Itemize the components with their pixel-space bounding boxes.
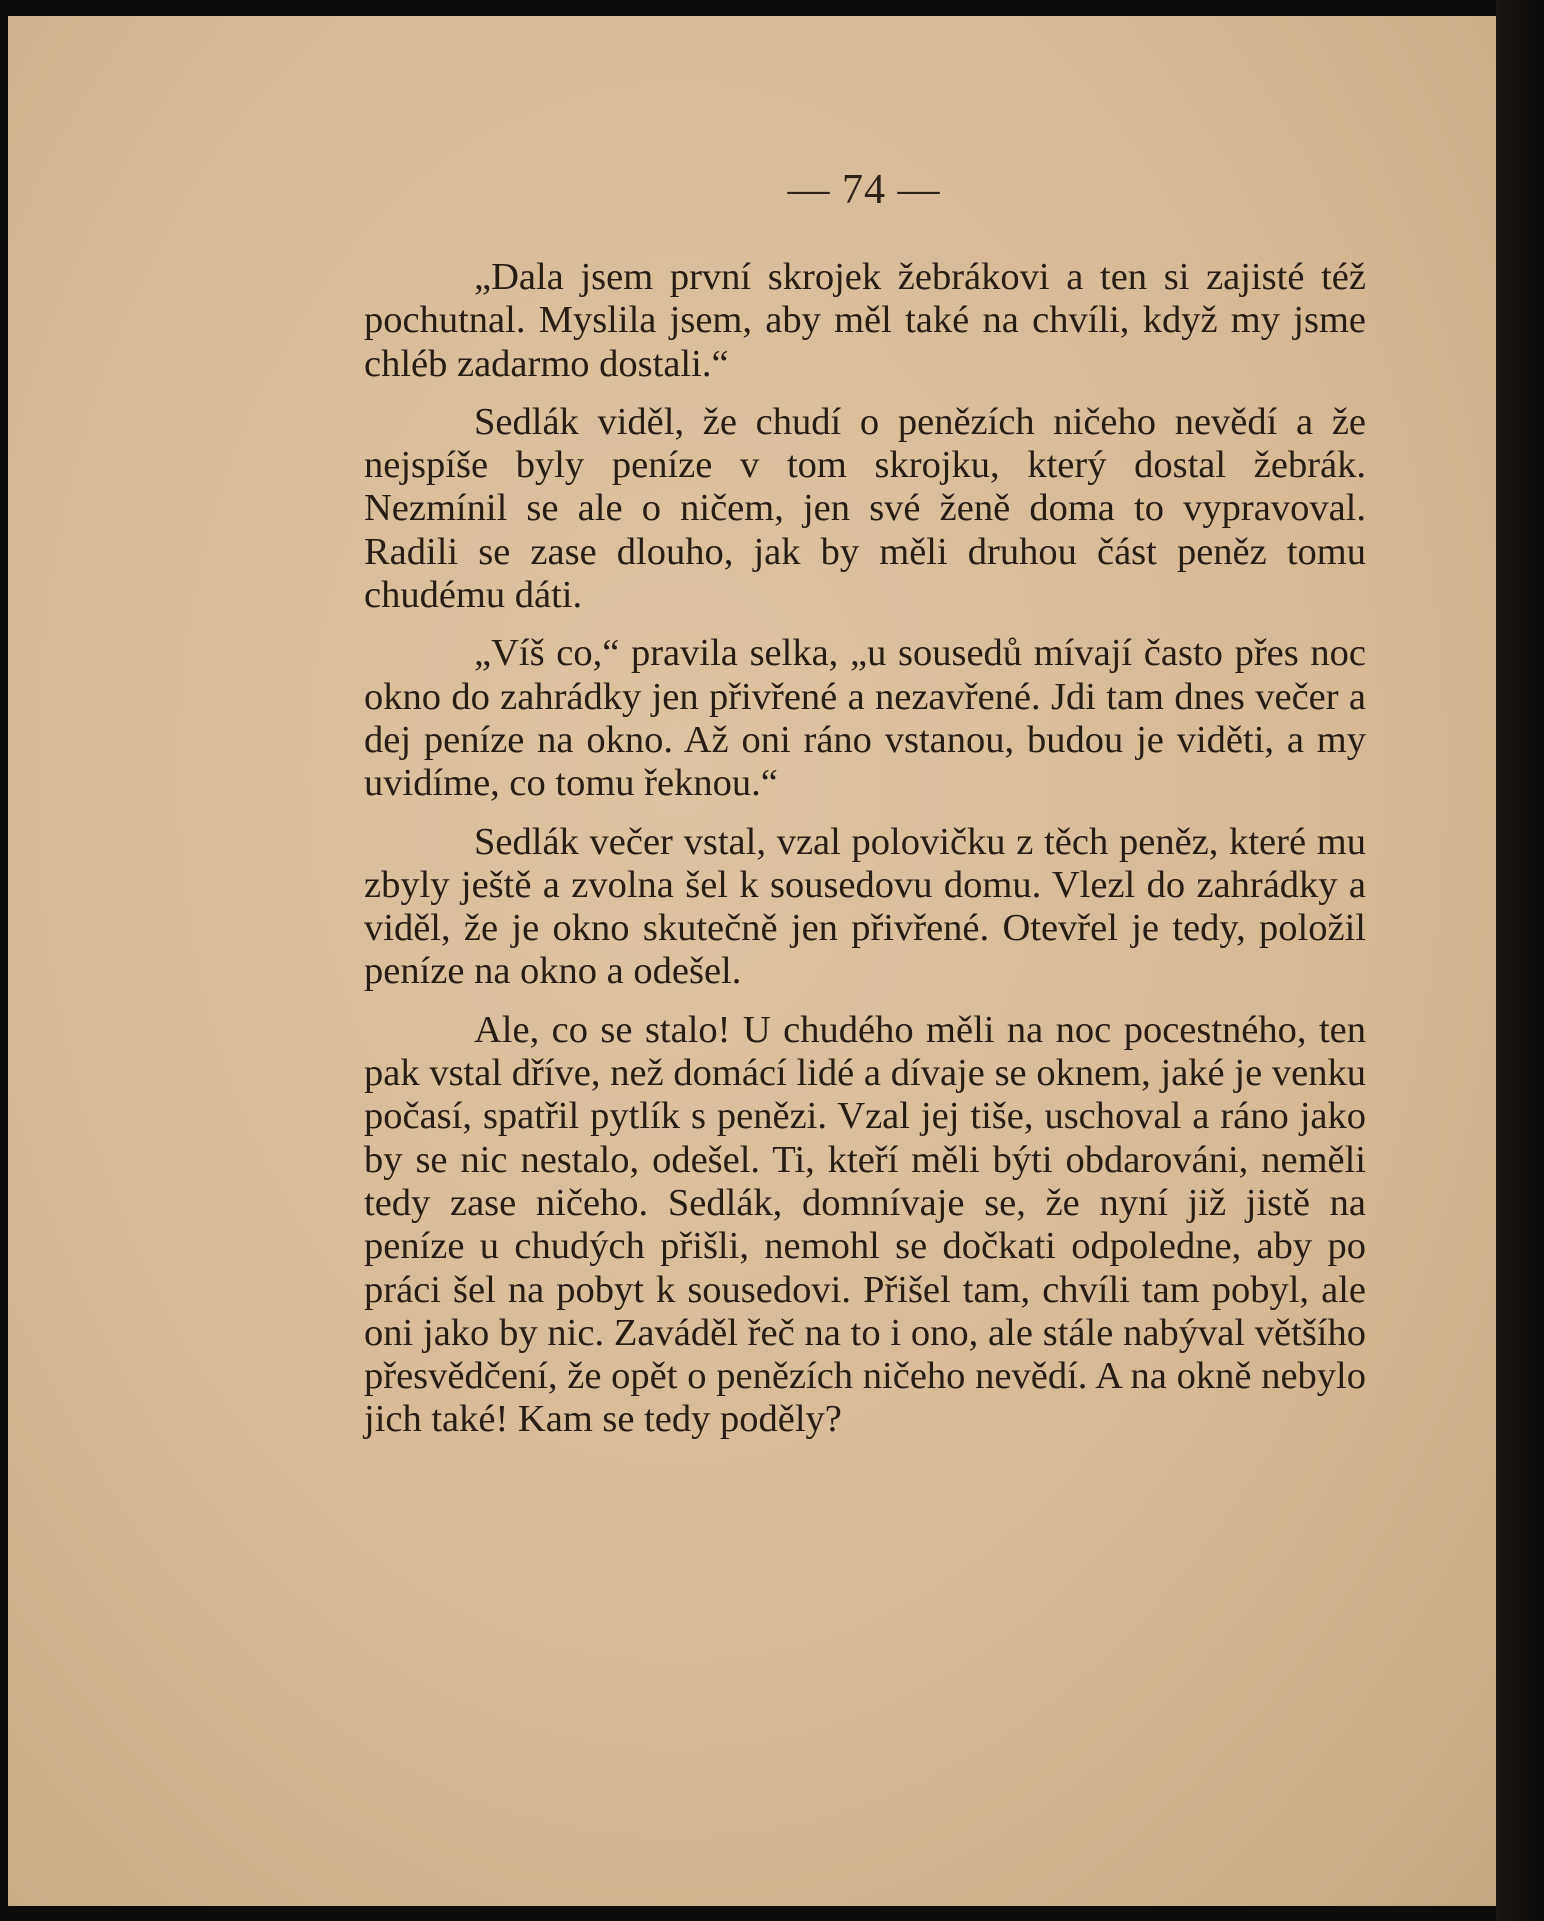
page-edge-shadow [1496, 0, 1544, 1921]
paragraph-5: Ale, co se stalo! U chudého měli na noc pocestného, ten pak vstal dříve, než domácí lidé a dívaje se oknem, jaké je venku počasí, spatřil pytlík s penězi. Vzal jej tiše, uschoval a ráno jako by se nic nestalo, odešel. Ti, kteří měli býti obdarováni, neměli tedy zase ničeho. Sedlák, domnívaje se, že nyní již jistě na peníze u chudých přišli, nemohl se dočkati odpoledne, aby po práci šel na pobyt k sousedovi. Přišel tam, chvíli tam pobyl, ale oni jako by nic. Zaváděl řeč na to i ono, ale stále nabýval většího přesvědčení, že opět o penězích ničeho nevědí. A na okně nebylo jich také! Kam se tedy poděly? [364, 1008, 1366, 1441]
paragraph-3: „Víš co,“ pravila selka, „u sousedů mívají často přes noc okno do zahrádky jen přivřené a nezavřené. Jdi tam dnes večer a dej peníze na okno. Až oni ráno vstanou, budou je viděti, a my uvidíme, co tomu řeknou.“ [364, 632, 1366, 805]
paragraph-1: „Dala jsem první skrojek žebrákovi a ten si zajisté též pochutnal. Myslila jsem, aby měl také na chvíli, když my jsme chléb zadarmo dostali.“ [364, 256, 1366, 385]
body-text [364, 256, 1366, 1457]
paragraph-2: Sedlák viděl, že chudí o penězích ničeho nevědí a že nejspíše byly peníze v tom skrojku, který dostal žebrák. Nezmínil se ale o ničem, jen své ženě doma to vypravoval. Radili se zase dlouho, jak by měli druhou část peněz tomu chudému dáti. [364, 400, 1366, 617]
paragraph-4: Sedlák večer vstal, vzal polovičku z těch peněz, které mu zbyly ještě a zvolna šel k sousedovu domu. Vlezl do zahrádky a viděl, že je okno skutečně jen přivřené. Otevřel je tedy, položil peníze na okno a odešel. [364, 820, 1366, 993]
page-number: — 74 — [787, 167, 941, 213]
book-page [8, 16, 1502, 1906]
